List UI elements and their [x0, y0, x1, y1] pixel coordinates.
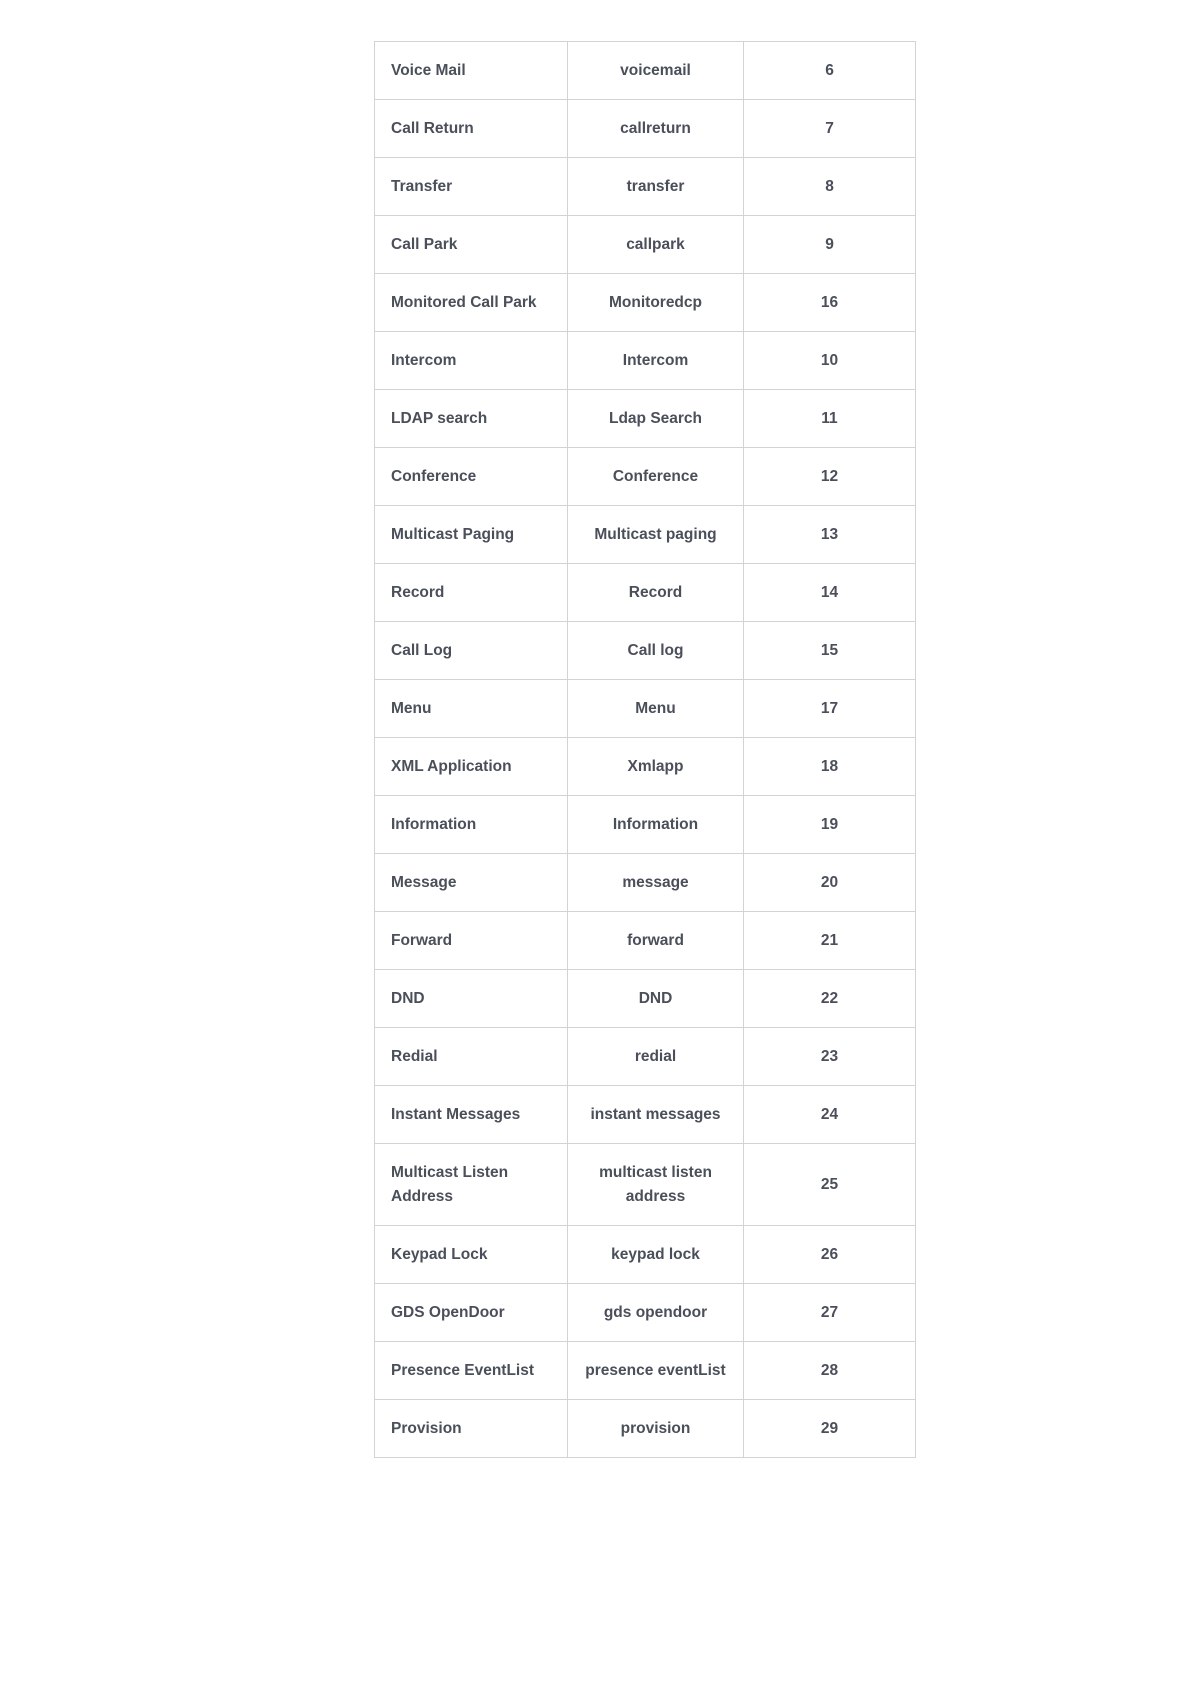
table-row [375, 100, 916, 158]
table-row [375, 1028, 916, 1086]
cell-value: Record [568, 564, 744, 622]
table-row [375, 1400, 916, 1458]
cell-id: 23 [744, 1028, 916, 1086]
table-row [375, 1144, 916, 1226]
table-row [375, 332, 916, 390]
cell-name: Call Park [375, 216, 568, 274]
cell-id: 10 [744, 332, 916, 390]
cell-value: Menu [568, 680, 744, 738]
table-row [375, 796, 916, 854]
cell-id: 25 [744, 1144, 916, 1226]
table-row [375, 448, 916, 506]
cell-name: Presence EventList [375, 1342, 568, 1400]
cell-value: Xmlapp [568, 738, 744, 796]
key-mode-table-container [374, 41, 916, 1458]
cell-value: DND [568, 970, 744, 1028]
cell-id: 14 [744, 564, 916, 622]
cell-name: Keypad Lock [375, 1226, 568, 1284]
table-row [375, 738, 916, 796]
cell-id: 24 [744, 1086, 916, 1144]
table-row [375, 564, 916, 622]
cell-value: Multicast paging [568, 506, 744, 564]
cell-value: Intercom [568, 332, 744, 390]
cell-name: Call Return [375, 100, 568, 158]
cell-id: 16 [744, 274, 916, 332]
cell-name: Information [375, 796, 568, 854]
cell-id: 28 [744, 1342, 916, 1400]
cell-value: instant messages [568, 1086, 744, 1144]
cell-name: Message [375, 854, 568, 912]
cell-id: 15 [744, 622, 916, 680]
cell-id: 7 [744, 100, 916, 158]
cell-value: callpark [568, 216, 744, 274]
cell-value: Ldap Search [568, 390, 744, 448]
cell-id: 6 [744, 42, 916, 100]
table-row [375, 1284, 916, 1342]
cell-id: 27 [744, 1284, 916, 1342]
cell-value: redial [568, 1028, 744, 1086]
cell-value: gds opendoor [568, 1284, 744, 1342]
table-row [375, 854, 916, 912]
cell-value: multicast listen address [568, 1144, 744, 1226]
table-row [375, 506, 916, 564]
cell-id: 13 [744, 506, 916, 564]
cell-id: 26 [744, 1226, 916, 1284]
cell-id: 20 [744, 854, 916, 912]
cell-name: Monitored Call Park [375, 274, 568, 332]
cell-name: GDS OpenDoor [375, 1284, 568, 1342]
table-row [375, 390, 916, 448]
cell-name: Record [375, 564, 568, 622]
table-row [375, 680, 916, 738]
cell-name: Forward [375, 912, 568, 970]
cell-id: 17 [744, 680, 916, 738]
cell-value: forward [568, 912, 744, 970]
cell-name: Multicast Listen Address [375, 1144, 568, 1226]
cell-id: 12 [744, 448, 916, 506]
table-row [375, 970, 916, 1028]
cell-name: Multicast Paging [375, 506, 568, 564]
table-row [375, 622, 916, 680]
table-row [375, 216, 916, 274]
cell-id: 21 [744, 912, 916, 970]
cell-value: provision [568, 1400, 744, 1458]
cell-name: DND [375, 970, 568, 1028]
cell-id: 11 [744, 390, 916, 448]
cell-name: Call Log [375, 622, 568, 680]
cell-value: Conference [568, 448, 744, 506]
cell-value: keypad lock [568, 1226, 744, 1284]
table-row [375, 1086, 916, 1144]
cell-name: Redial [375, 1028, 568, 1086]
cell-name: Transfer [375, 158, 568, 216]
cell-id: 18 [744, 738, 916, 796]
cell-id: 8 [744, 158, 916, 216]
table-row [375, 274, 916, 332]
table-row [375, 912, 916, 970]
cell-name: XML Application [375, 738, 568, 796]
cell-id: 19 [744, 796, 916, 854]
cell-id: 9 [744, 216, 916, 274]
cell-name: Provision [375, 1400, 568, 1458]
cell-name: Instant Messages [375, 1086, 568, 1144]
cell-name: Menu [375, 680, 568, 738]
table-row [375, 1342, 916, 1400]
cell-value: presence eventList [568, 1342, 744, 1400]
cell-name: LDAP search [375, 390, 568, 448]
cell-value: Call log [568, 622, 744, 680]
cell-value: transfer [568, 158, 744, 216]
cell-value: callreturn [568, 100, 744, 158]
table-row [375, 158, 916, 216]
cell-id: 29 [744, 1400, 916, 1458]
cell-name: Voice Mail [375, 42, 568, 100]
cell-name: Conference [375, 448, 568, 506]
cell-value: Monitoredcp [568, 274, 744, 332]
cell-value: message [568, 854, 744, 912]
cell-value: voicemail [568, 42, 744, 100]
cell-name: Intercom [375, 332, 568, 390]
table-row [375, 42, 916, 100]
key-mode-table [374, 41, 916, 1458]
cell-id: 22 [744, 970, 916, 1028]
table-row [375, 1226, 916, 1284]
cell-value: Information [568, 796, 744, 854]
